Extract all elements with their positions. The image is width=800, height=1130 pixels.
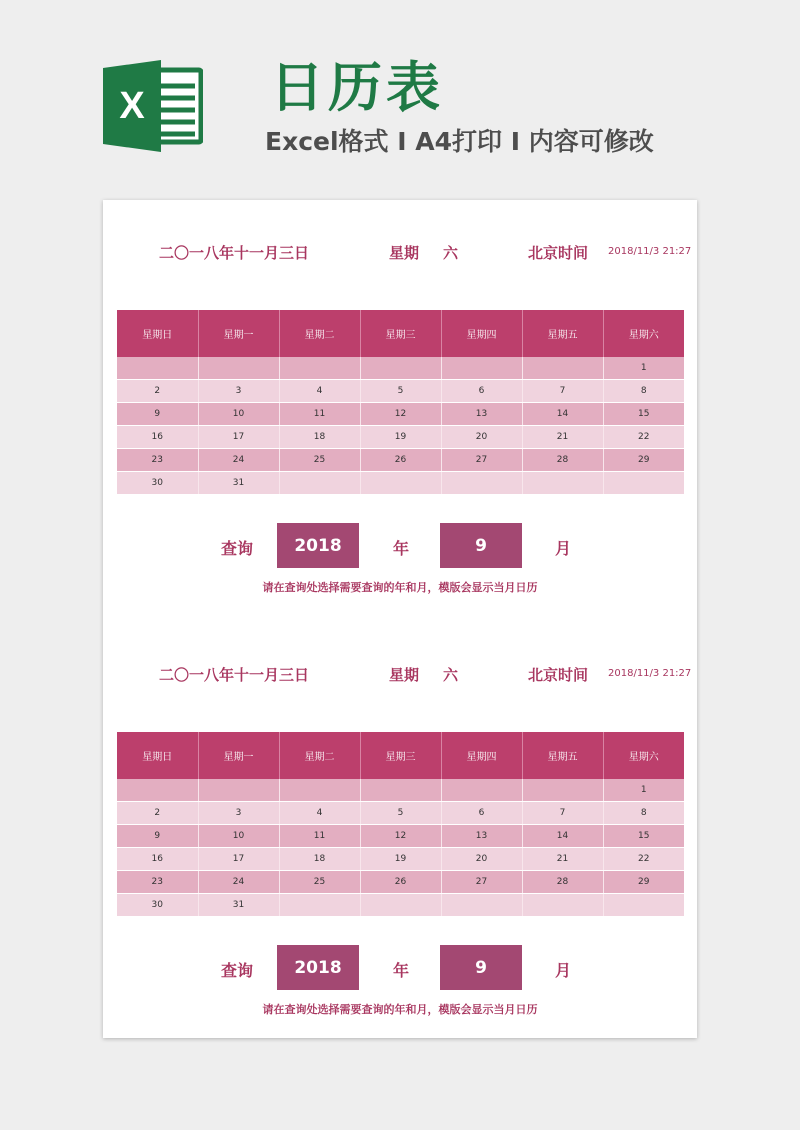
day-cell[interactable]: 20 (441, 848, 522, 871)
svg-text:X: X (119, 85, 145, 127)
day-cell[interactable] (198, 779, 279, 802)
weekday-value: 六 (443, 666, 459, 684)
query-label: 查询 (221, 961, 254, 980)
day-cell[interactable]: 29 (603, 871, 684, 894)
month-unit: 月 (555, 539, 572, 558)
day-cell[interactable]: 10 (198, 825, 279, 848)
day-cell[interactable] (198, 357, 279, 380)
weekday-header: 星期一 (198, 732, 279, 779)
day-cell[interactable] (441, 894, 522, 917)
week-row (117, 894, 684, 917)
week-row (117, 779, 684, 802)
day-cell[interactable]: 20 (441, 426, 522, 449)
day-cell[interactable]: 22 (603, 426, 684, 449)
day-cell[interactable]: 25 (279, 871, 360, 894)
day-cell[interactable]: 2 (117, 380, 198, 403)
year-unit: 年 (393, 961, 410, 980)
day-cell[interactable]: 15 (603, 403, 684, 426)
day-cell[interactable] (441, 472, 522, 495)
week-row (117, 848, 684, 871)
calendar-grid (117, 732, 684, 917)
day-cell[interactable]: 3 (198, 802, 279, 825)
weekday-label: 星期 (389, 244, 420, 262)
day-cell[interactable] (279, 894, 360, 917)
weekday-header: 星期日 (117, 732, 198, 779)
weekday-header: 星期五 (522, 310, 603, 357)
day-cell[interactable] (360, 894, 441, 917)
day-cell[interactable]: 15 (603, 825, 684, 848)
day-cell[interactable]: 8 (603, 802, 684, 825)
day-cell[interactable]: 2 (117, 802, 198, 825)
day-cell[interactable] (522, 357, 603, 380)
day-cell[interactable]: 26 (360, 871, 441, 894)
day-cell[interactable]: 7 (522, 380, 603, 403)
week-row (117, 357, 684, 380)
calendar-block (103, 200, 697, 620)
day-cell[interactable]: 16 (117, 848, 198, 871)
day-cell[interactable]: 4 (279, 802, 360, 825)
weekday-header: 星期四 (441, 310, 522, 357)
day-cell[interactable]: 26 (360, 449, 441, 472)
day-cell[interactable]: 18 (279, 848, 360, 871)
day-cell[interactable]: 25 (279, 449, 360, 472)
day-cell[interactable] (279, 779, 360, 802)
year-select[interactable]: 2018 (277, 523, 359, 568)
week-row (117, 449, 684, 472)
day-cell[interactable]: 21 (522, 848, 603, 871)
week-row (117, 825, 684, 848)
day-cell[interactable]: 16 (117, 426, 198, 449)
day-cell[interactable] (441, 357, 522, 380)
day-cell[interactable]: 9 (117, 403, 198, 426)
day-cell[interactable]: 7 (522, 802, 603, 825)
timestamp: 2018/11/3 21:27 (608, 668, 692, 679)
weekday-header: 星期六 (603, 732, 684, 779)
weekday-header: 星期三 (360, 732, 441, 779)
weekday-header: 星期六 (603, 310, 684, 357)
calendar-sheet (103, 200, 697, 1038)
day-cell[interactable] (117, 357, 198, 380)
weekday-header: 星期一 (198, 310, 279, 357)
day-cell[interactable]: 27 (441, 871, 522, 894)
day-cell[interactable]: 22 (603, 848, 684, 871)
day-cell[interactable]: 14 (522, 403, 603, 426)
day-cell[interactable] (522, 779, 603, 802)
weekday-header: 星期日 (117, 310, 198, 357)
day-cell[interactable]: 28 (522, 449, 603, 472)
beijing-time-label: 北京时间 (528, 666, 589, 684)
day-cell[interactable]: 28 (522, 871, 603, 894)
day-cell[interactable]: 29 (603, 449, 684, 472)
day-cell[interactable]: 12 (360, 825, 441, 848)
day-cell[interactable]: 5 (360, 380, 441, 403)
week-row (117, 426, 684, 449)
day-cell[interactable]: 14 (522, 825, 603, 848)
day-cell[interactable]: 18 (279, 426, 360, 449)
day-cell[interactable]: 9 (117, 825, 198, 848)
day-cell[interactable] (522, 894, 603, 917)
day-cell[interactable] (360, 779, 441, 802)
day-cell[interactable]: 24 (198, 449, 279, 472)
weekday-header: 星期二 (279, 732, 360, 779)
month-select[interactable]: 9 (440, 945, 522, 990)
day-cell[interactable]: 11 (279, 825, 360, 848)
calendar-grid (117, 310, 684, 495)
weekday-header: 星期二 (279, 310, 360, 357)
page-subtitle: Excel格式 I A4打印 I 内容可修改 (265, 127, 654, 156)
month-select[interactable]: 9 (440, 523, 522, 568)
day-cell[interactable] (279, 357, 360, 380)
week-row (117, 802, 684, 825)
week-row (117, 380, 684, 403)
day-cell[interactable]: 13 (441, 403, 522, 426)
day-cell[interactable]: 13 (441, 825, 522, 848)
beijing-time-label: 北京时间 (528, 244, 589, 262)
current-date: 二〇一八年十一月三日 (159, 666, 310, 684)
query-hint: 请在查询处选择需要查询的年和月，模版会显示当月日历 (262, 1003, 538, 1016)
timestamp: 2018/11/3 21:27 (608, 246, 692, 257)
day-cell[interactable]: 19 (360, 848, 441, 871)
day-cell[interactable]: 23 (117, 449, 198, 472)
day-cell[interactable]: 3 (198, 380, 279, 403)
page-title: 日历表 (270, 56, 444, 119)
calendar-block (103, 622, 697, 1042)
weekday-header: 星期三 (360, 310, 441, 357)
day-cell[interactable]: 17 (198, 426, 279, 449)
day-cell[interactable]: 4 (279, 380, 360, 403)
year-select[interactable]: 2018 (277, 945, 359, 990)
week-row (117, 472, 684, 495)
day-cell[interactable] (603, 894, 684, 917)
day-cell[interactable]: 30 (117, 472, 198, 495)
day-cell[interactable]: 30 (117, 894, 198, 917)
day-cell[interactable]: 1 (603, 357, 684, 380)
query-hint: 请在查询处选择需要查询的年和月，模版会显示当月日历 (262, 581, 538, 594)
day-cell[interactable]: 24 (198, 871, 279, 894)
day-cell[interactable]: 8 (603, 380, 684, 403)
day-cell[interactable]: 31 (198, 894, 279, 917)
weekday-header: 星期五 (522, 732, 603, 779)
day-cell[interactable]: 1 (603, 779, 684, 802)
weekday-value: 六 (443, 244, 459, 262)
month-unit: 月 (555, 961, 572, 980)
day-cell[interactable]: 10 (198, 403, 279, 426)
day-cell[interactable]: 17 (198, 848, 279, 871)
weekday-label: 星期 (389, 666, 420, 684)
day-cell[interactable]: 12 (360, 403, 441, 426)
day-cell[interactable]: 27 (441, 449, 522, 472)
day-cell[interactable] (360, 357, 441, 380)
current-date: 二〇一八年十一月三日 (159, 244, 310, 262)
day-cell[interactable]: 6 (441, 802, 522, 825)
day-cell[interactable]: 11 (279, 403, 360, 426)
day-cell[interactable] (522, 472, 603, 495)
day-cell[interactable]: 5 (360, 802, 441, 825)
day-cell[interactable] (441, 779, 522, 802)
query-label: 查询 (221, 539, 254, 558)
weekday-header: 星期四 (441, 732, 522, 779)
day-cell[interactable] (117, 779, 198, 802)
week-row (117, 403, 684, 426)
week-row (117, 871, 684, 894)
day-cell[interactable]: 31 (198, 472, 279, 495)
day-cell[interactable]: 23 (117, 871, 198, 894)
day-cell[interactable] (603, 472, 684, 495)
day-cell[interactable]: 19 (360, 426, 441, 449)
day-cell[interactable] (279, 472, 360, 495)
day-cell[interactable]: 21 (522, 426, 603, 449)
year-unit: 年 (393, 539, 410, 558)
day-cell[interactable]: 6 (441, 380, 522, 403)
day-cell[interactable] (360, 472, 441, 495)
excel-logo-icon (103, 60, 203, 152)
